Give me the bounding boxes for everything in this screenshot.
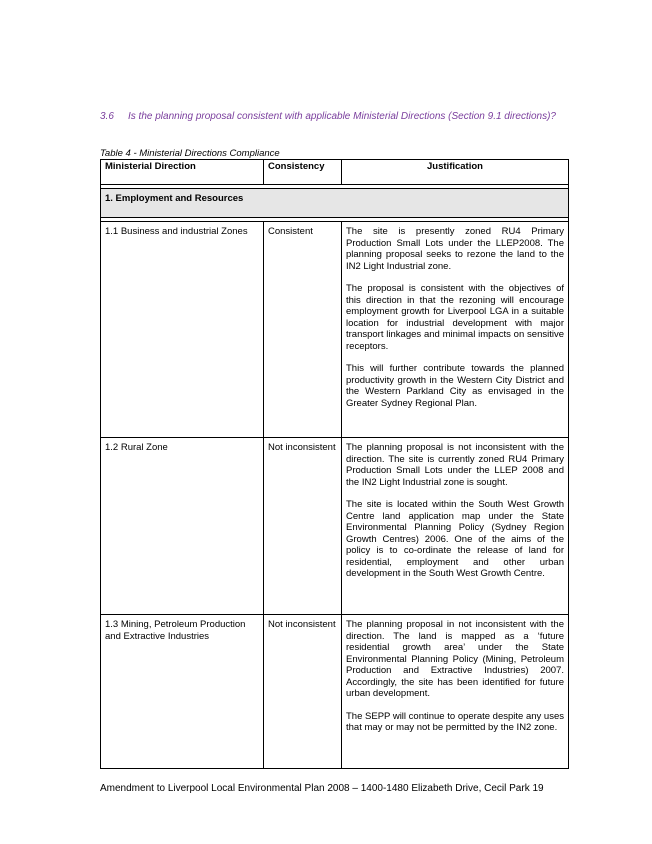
direction-cell: 1.1 Business and industrial Zones — [101, 222, 264, 438]
table-row — [101, 438, 569, 615]
table-header-row — [101, 160, 569, 185]
consistency-cell: Not inconsistent — [264, 438, 342, 615]
direction-cell: 1.3 Mining, Petroleum Production and Extractive Industries — [101, 615, 264, 769]
justification-paragraph: The planning proposal in not inconsistent with the direction. The land is mapped as a ‘future residential growth area’ under the State Environmental Planning Policy (Mining, Petroleum Production and Extractive Industries) 2007. Accordingly, the site has been identified for future urban development. — [346, 619, 564, 699]
section-heading — [100, 111, 620, 122]
ministerial-directions-table — [100, 159, 569, 769]
section-title: 1. Employment and Resources — [101, 189, 569, 218]
section-question: Is the planning proposal consistent with applicable Ministerial Directions (Section 9.1 directions)? — [128, 111, 556, 122]
table-row — [101, 615, 569, 769]
justification-paragraph: The planning proposal is not inconsistent with the direction. The site is currently zoned RU4 Primary Production Small Lots under the LLEP 2008 and the IN2 Light Industrial zone is sought. — [346, 442, 564, 488]
justification-paragraph: This will further contribute towards the planned productivity growth in the Western City District and the Western Parkland City as envisaged in the Greater Sydney Regional Plan. — [346, 363, 564, 409]
consistency-cell: Consistent — [264, 222, 342, 438]
table-caption: Table 4 - Ministerial Directions Compliance — [100, 148, 280, 159]
direction-cell: 1.2 Rural Zone — [101, 438, 264, 615]
page-number: 19 — [532, 783, 544, 794]
header-justification: Justification — [342, 160, 569, 185]
justification-paragraph: The site is presently zoned RU4 Primary Production Small Lots under the LLEP2008. The planning proposal seeks to rezone the land to the IN2 Light Industrial zone. — [346, 226, 564, 272]
header-consistency: Consistency — [264, 160, 342, 185]
header-ministerial-direction: Ministerial Direction — [101, 160, 264, 185]
footer-text: Amendment to Liverpool Local Environmental Plan 2008 – 1400-1480 Elizabeth Drive, Cecil Park — [100, 783, 530, 794]
justification-cell — [342, 222, 569, 438]
section-row — [101, 189, 569, 218]
table-row — [101, 222, 569, 438]
consistency-cell: Not inconsistent — [264, 615, 342, 769]
justification-paragraph: The proposal is consistent with the objectives of this direction in that the rezoning will encourage employment growth for Liverpool LGA in a suitable location for industrial development with major transport linkages and minimal impacts on sensitive receptors. — [346, 283, 564, 352]
justification-cell — [342, 438, 569, 615]
justification-paragraph: The SEPP will continue to operate despite any uses that may or may not be permitted by the IN2 zone. — [346, 710, 564, 733]
justification-paragraph: The site is located within the South West Growth Centre land application map under the State Environmental Planning Policy (Sydney Region Growth Centres) 2006. One of the aims of the policy is to co-ordinate the release of land for residential, employment and other urban development in the South West Growth Centre. — [346, 499, 564, 579]
section-number: 3.6 — [100, 111, 114, 122]
page-footer — [100, 783, 544, 794]
justification-cell — [342, 615, 569, 769]
